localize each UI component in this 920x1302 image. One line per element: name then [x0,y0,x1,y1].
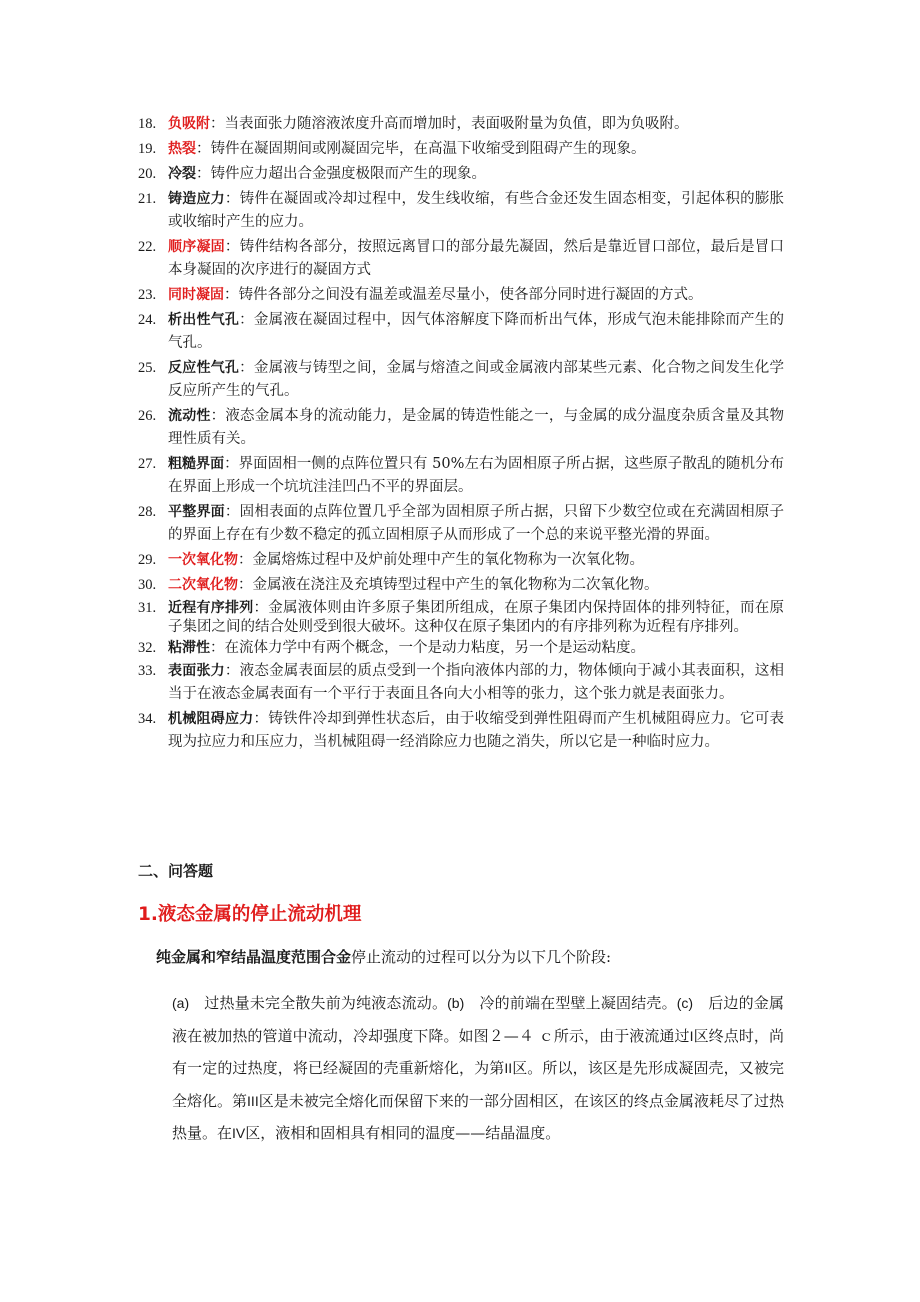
definition-term: 一次氧化物 [168,552,238,568]
intro-rest: 停止流动的过程可以分为以下几个阶段: [351,948,612,966]
definition-text: 铸件在凝固期间或刚凝固完毕，在高温下收缩受到阻碍产生的现象。 [210,141,646,157]
stage-c-label: (c) [676,995,694,1011]
definition-term: 二次氧化物 [168,577,238,593]
zone-1-label: I [689,1027,694,1044]
intro-sentence [156,946,611,967]
term-separator: ： [196,141,211,157]
definition-term: 近程有序排列 [168,600,254,616]
item-number: 28. [138,504,157,520]
definition-term: 负吸附 [168,116,210,132]
item-number: 27. [138,456,157,472]
item-number: 31. [138,600,157,616]
stage-b-text: 冷的前端在型壁上凝固结壳。 [479,994,677,1012]
definition-item [138,163,784,186]
definition-item [138,236,784,282]
item-number: 25. [138,360,157,376]
term-separator: ： [224,456,239,472]
term-separator: ： [224,239,240,255]
definition-text: 金属液体则由许多原子集团所组成，在原子集团内保持固体的排列特征，而在原子集团之间的结合处则受到很大破坏。这种仅在原子集团内的有序排列称为近程有序排列。 [168,600,785,635]
definition-text: 液态金属本身的流动能力，是金属的铸造性能之一，与金属的成分温度杂质含量及其物理性质有关。 [168,408,785,447]
definition-item [138,188,784,234]
definition-item [138,708,784,754]
definition-item [138,309,784,355]
definition-term: 流动性 [168,408,211,424]
intro-bold-phrase: 纯金属和窄结晶温度范围合金 [156,948,352,966]
definition-item [138,405,784,451]
definition-text: 铸件应力超出合金强度极限而产生的现象。 [210,166,486,182]
definition-term: 顺序凝固 [168,239,225,255]
definition-term: 热裂 [168,141,196,157]
term-separator: ： [210,408,226,424]
item-number: 30. [138,577,157,593]
definition-text: 铸铁件冷却到弹性状态后，由于收缩受到弹性阻碍而产生机械阻碍应力。它可表现为拉应力和压应力，当机械阻碍一经消除应力也随之消失，所以它是一种临时应力。 [168,711,785,750]
answer-paragraph [172,987,784,1150]
stage-c-text: 后边的金属液在被加热的管道中流动，冷却强度下降。如图２—４ ｃ所示，由于液流通过 [172,994,784,1045]
term-separator: ： [238,577,253,593]
term-separator: ： [253,711,269,727]
definition-text: 金属液在凝固过程中，因气体溶解度下降而析出气体，形成气泡未能排除而产生的气孔。 [168,312,785,351]
term-separator: ： [253,600,269,616]
stage-b-label: (b) [447,995,465,1011]
definition-item [138,357,784,403]
stage-a-text: 过热量未完全散失前为纯液态流动。 [204,994,448,1012]
item-number: 26. [138,408,157,424]
definition-term: 同时凝固 [168,287,224,303]
question-heading: 1.液态金属的停止流动机理 [138,904,362,925]
sentence-part-5: 区，液相和固相具有相同的温度——结晶温度。 [245,1124,561,1142]
definition-text: 铸件在凝固或冷却过程中，发生线收缩，有些合金还发生固态相变，引起体积的膨胀或收缩时产生的应力。 [168,191,785,230]
term-separator: ： [196,166,211,182]
term-separator: ： [239,360,254,376]
term-separator: ： [224,504,240,520]
zone-3-label: III [247,1092,259,1109]
term-separator: ： [224,191,240,207]
term-separator: ： [210,640,225,656]
definition-text: 界面固相一侧的点阵位置只有 50%左右为固相原子所占据，这些原子散乱的随机分布在界面上形成一个坑坑洼洼凹凸不平的界面层。 [168,456,785,495]
item-number: 19. [138,141,157,157]
section-title: 二、问答题 [138,862,214,880]
definition-item [138,549,784,572]
sentence-part-3: 区。所以，该区是先形成凝固壳，又被完全熔化。第 [172,1059,784,1110]
definition-text: 在流体力学中有两个概念，一个是动力粘度，另一个是运动粘度。 [224,640,645,656]
definition-item [138,138,784,161]
definition-term: 析出性气孔 [168,312,240,328]
definition-term: 表面张力 [168,663,225,679]
definition-term: 粗糙界面 [168,456,225,472]
definition-text: 当表面张力随溶液浓度升高而增加时，表面吸附量为负值，即为负吸附。 [224,116,689,132]
zone-2-label: II [504,1060,513,1076]
definition-text: 固相表面的点阵位置几乎全部为固相原子所占据，只留下少数空位或在充满固相原子的界面上存在有少数不稳定的孤立固相原子从而形成了一个总的来说平整光滑的界面。 [168,504,785,543]
item-number: 23. [138,287,157,303]
term-separator: ： [224,287,239,303]
sentence-part-4: 区是未被完全熔化而保留下来的一部分固相区，在该区的终点金属液耗尽了过热热量。在 [172,1091,784,1142]
term-separator: ： [210,116,225,132]
item-number: 22. [138,239,157,255]
zone-4-label: IV [232,1125,246,1141]
definition-term: 粘滞性 [168,640,210,656]
definition-item [138,639,784,658]
item-number: 21. [138,191,157,207]
definition-text: 铸件结构各部分，按照远离冒口的部分最先凝固，然后是靠近冒口部位，最后是冒口本身凝固的次序进行的凝固方式 [168,239,785,278]
definition-term: 铸造应力 [168,191,225,207]
definition-text: 金属液在浇注及充填铸型过程中产生的氧化物称为二次氧化物。 [252,577,659,593]
definition-item [138,660,784,706]
item-number: 34. [138,711,157,727]
item-number: 29. [138,552,157,568]
item-number: 24. [138,312,157,328]
definition-text: 金属液与铸型之间，金属与熔渣之间或金属液内部某些元素、化合物之间发生化学反应所产生的气孔。 [168,360,785,399]
definition-term: 反应性气孔 [168,360,240,376]
item-number: 33. [138,663,157,679]
definition-item [138,113,784,136]
term-separator: ： [238,552,253,568]
definition-item [138,284,784,307]
definition-list [138,113,784,756]
term-separator: ： [239,312,254,328]
definition-item [138,574,784,597]
term-separator: ： [224,663,240,679]
definition-item [138,599,784,637]
definition-item [138,453,784,499]
definition-term: 机械阻碍应力 [168,711,254,727]
definition-text: 液态金属表面层的质点受到一个指向液体内部的力，物体倾向于减小其表面积，这相当于在液态金属表面有一个平行于表面且各向大小相等的张力，这个张力就是表面张力。 [168,663,785,702]
item-number: 20. [138,166,157,182]
item-number: 32. [138,640,157,656]
sentence-part-2: 区终点时，尚有一定的过热度，将已经凝固的壳重新熔化，为第 [172,1026,784,1077]
stage-a-label: (a) [172,995,190,1011]
definition-text: 金属熔炼过程中及炉前处理中产生的氧化物称为一次氧化物。 [252,552,644,568]
definition-item [138,501,784,547]
definition-term: 平整界面 [168,504,225,520]
item-number: 18. [138,116,157,132]
definition-text: 铸件各部分之间没有温差或温差尽量小，使各部分同时进行凝固的方式。 [238,287,703,303]
definition-term: 冷裂 [168,166,196,182]
